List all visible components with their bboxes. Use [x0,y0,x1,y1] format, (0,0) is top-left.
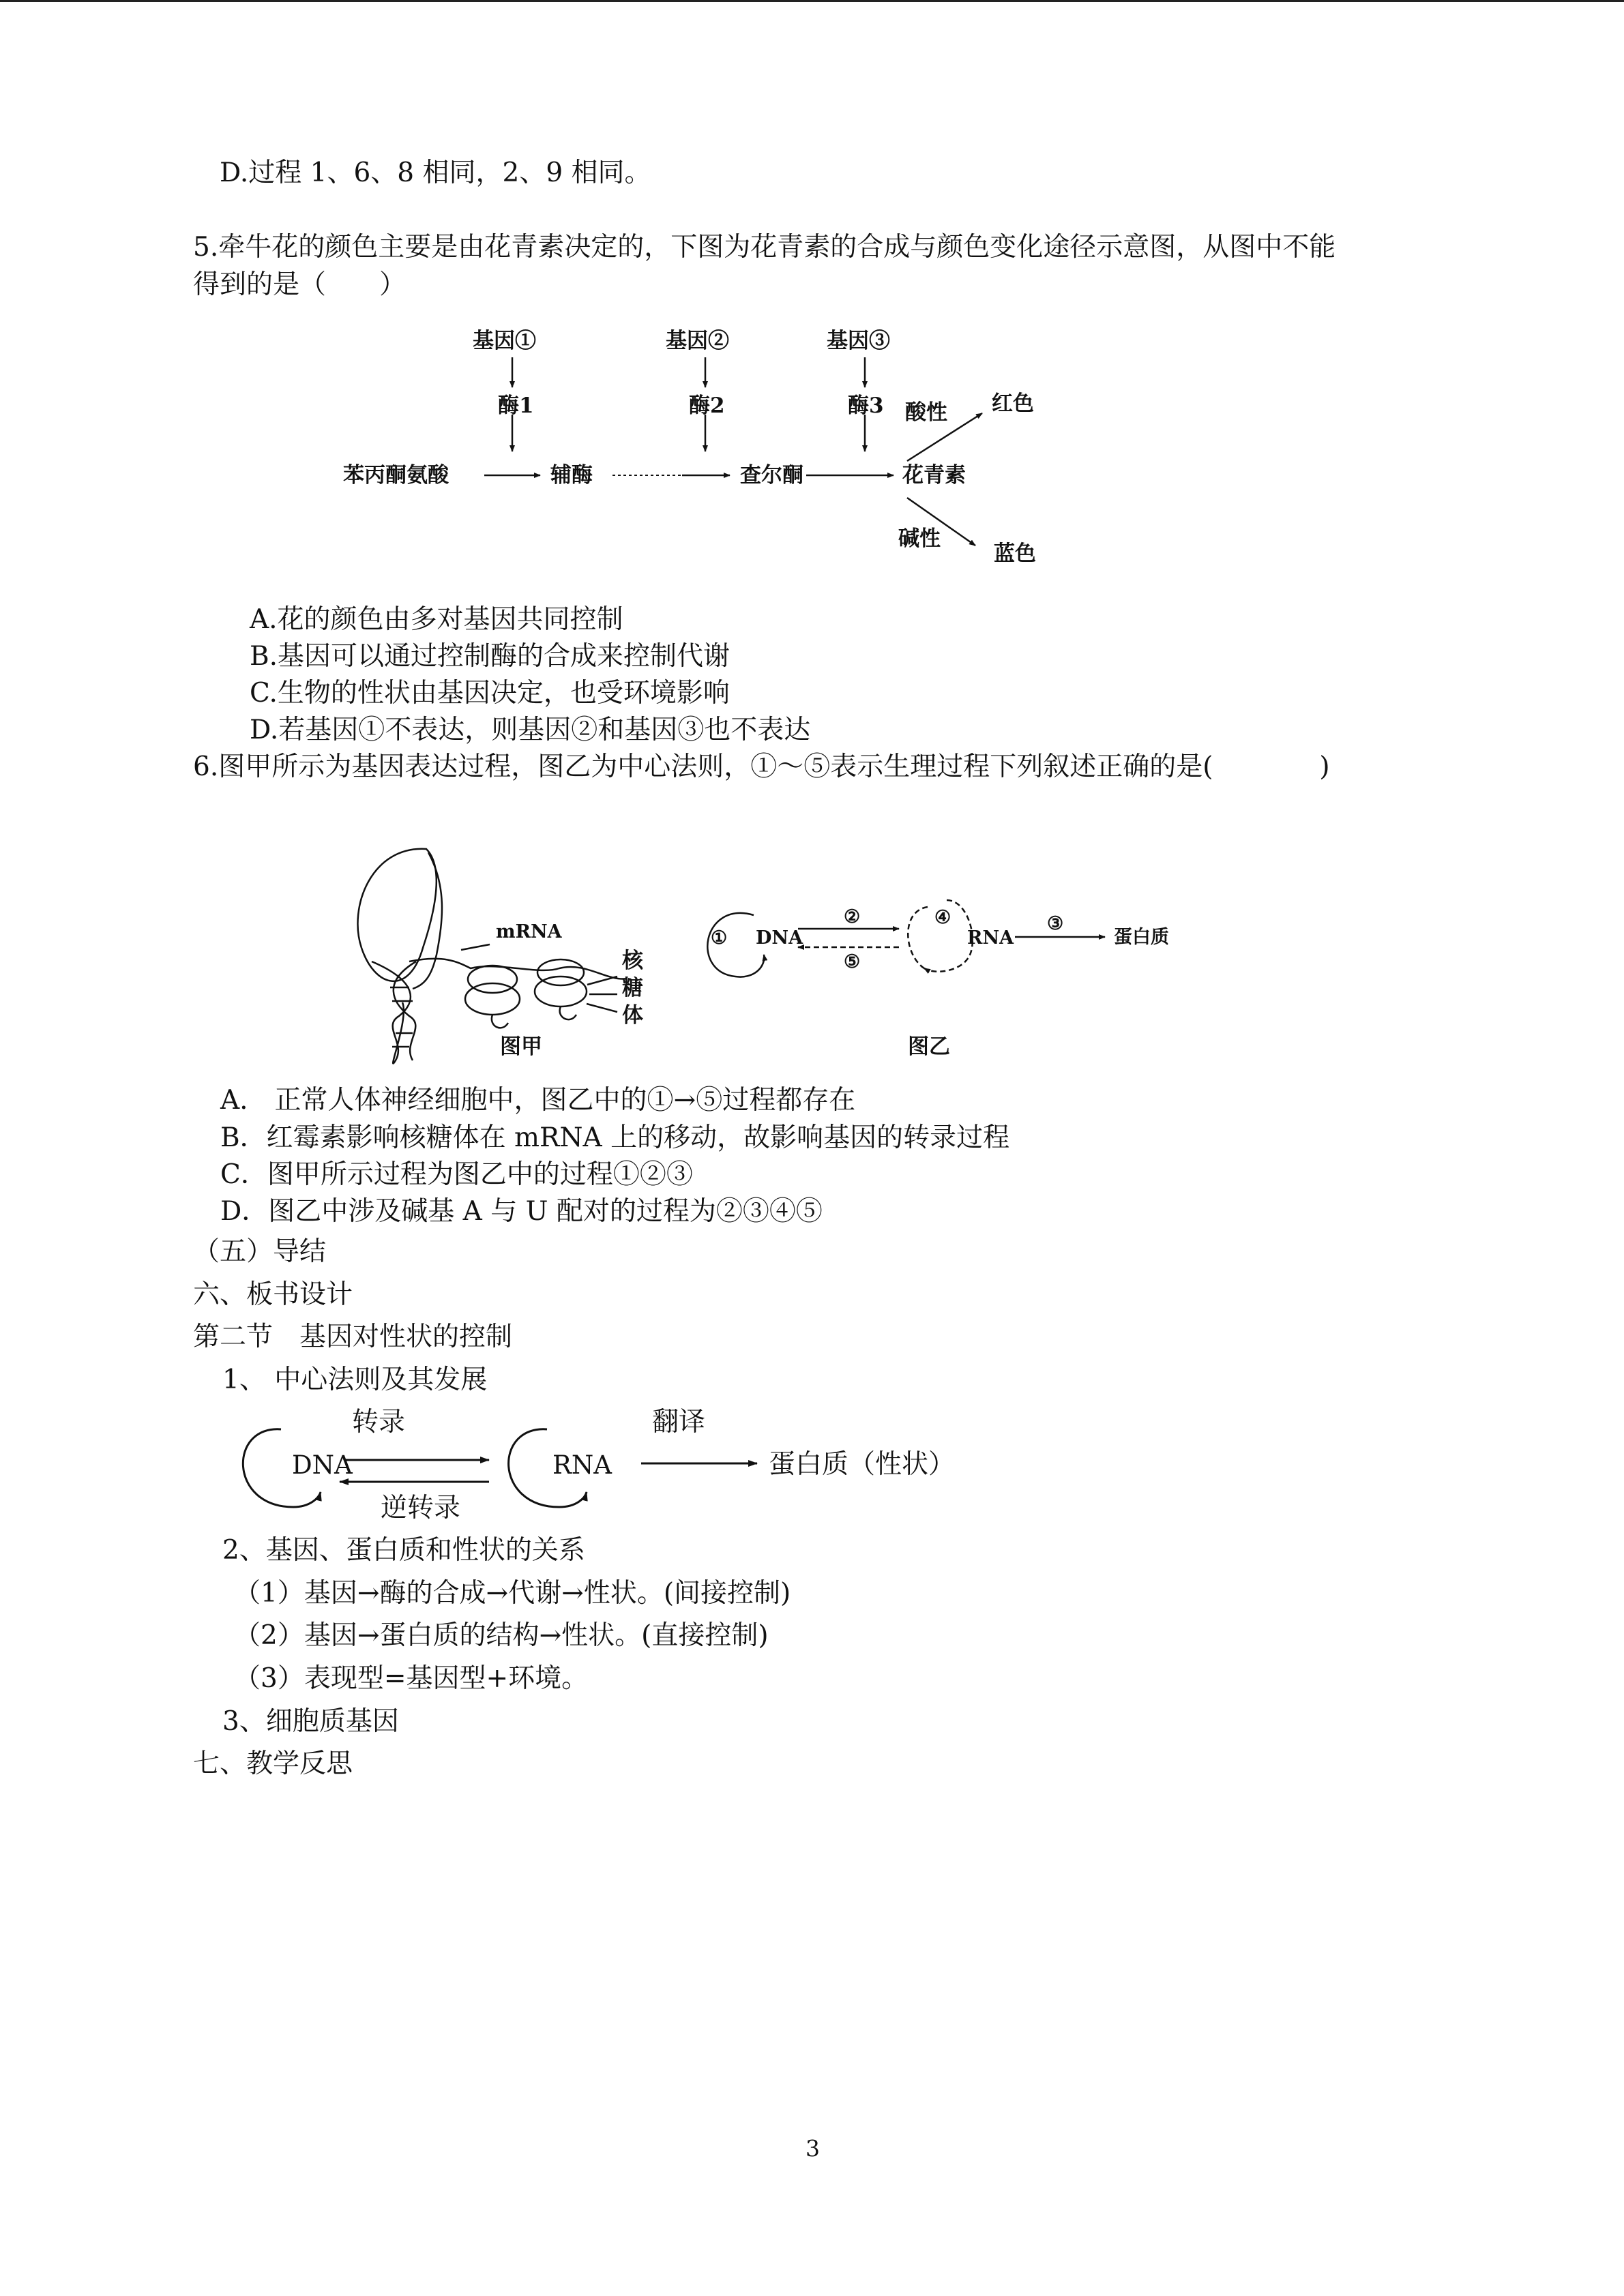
gene2-label: 基因② [666,329,729,353]
q6-option-a: A. 正常人体神经细胞中，图乙中的①→⑤过程都存在 [220,1085,856,1116]
section-6-subtitle: 第二节 基因对性状的控制 [193,1322,513,1352]
dna-label: DNA [756,927,803,949]
enzyme2-label: 酶2 [689,393,725,418]
ribosome-label-2: 糖 [622,976,643,1000]
process-3-label: ③ [1047,913,1064,934]
rna-label: RNA [967,927,1014,949]
section-6-item-3: 3、细胞质基因 [222,1706,399,1737]
q5-stem-line2: 得到的是（ ） [193,269,407,300]
board-translation-label: 翻译 [652,1407,706,1437]
board-reverse-transcription-label: 逆转录 [381,1493,461,1523]
q5-option-b: B.基因可以通过控制酶的合成来控制代谢 [250,641,730,672]
process-5-label: ⑤ [844,951,861,972]
board-dna-label: DNA [292,1450,353,1480]
q6-option-d: D．图乙中涉及碱基 A 与 U 配对的过程为②③④⑤ [220,1196,823,1227]
board-protein-trait-label: 蛋白质（性状） [769,1449,956,1480]
q4-option-d: D.过程 1、6、8 相同，2、9 相同。 [220,158,651,188]
gene3-label: 基因③ [827,329,890,353]
q6-option-c: C．图甲所示过程为图乙中的过程①②③ [220,1159,693,1190]
anthocyanin-label: 花青素 [902,463,966,488]
process-2-label: ② [844,906,861,927]
coenzyme-label: 辅酶 [550,463,593,488]
ribosome-label-1: 核 [622,949,643,973]
protein-label: 蛋白质 [1114,927,1169,948]
q5-option-d: D.若基因①不表达，则基因②和基因③也不表达 [250,715,811,745]
enzyme1-label: 酶1 [498,393,534,418]
page-number: 3 [806,2135,820,2162]
section-6-heading: 六、板书设计 [193,1279,353,1310]
q5-option-a: A.花的颜色由多对基因共同控制 [250,604,623,635]
section-7-heading: 七、教学反思 [193,1748,353,1779]
section-6-item-2: 2、基因、蛋白质和性状的关系 [222,1535,585,1566]
board-transcription-label: 转录 [352,1407,406,1437]
figure-a-caption: 图甲 [500,1034,542,1059]
red-label: 红色 [992,391,1034,416]
q5-stem-line1: 5.牵牛花的颜色主要是由花青素决定的，下图为花青素的合成与颜色变化途径示意图，从图中不能 [193,232,1336,263]
chalcone-label: 查尔酮 [740,463,803,488]
enzyme3-label: 酶3 [848,393,884,418]
mrna-label: mRNA [496,921,562,942]
process-1-label: ① [711,927,728,949]
process-4-label: ④ [934,907,951,928]
q6-stem: 6.图甲所示为基因表达过程，图乙为中心法则，①～⑤表示生理过程下列叙述正确的是( ) [193,751,1330,782]
section-6-item-2-3: （3）表现型=基因型+环境。 [234,1663,589,1694]
section-6-item-2-2: （2）基因→蛋白质的结构→性状。(直接控制) [234,1620,769,1651]
section-6-item-2-1: （1）基因→酶的合成→代谢→性状。(间接控制) [234,1578,791,1609]
ribosome-label-3: 体 [622,1003,643,1028]
q5-option-c: C.生物的性状由基因决定，也受环境影响 [250,678,730,709]
phenylalanine-label: 苯丙酮氨酸 [343,463,449,488]
gene1-label: 基因① [473,329,536,353]
q6-option-b: B．红霉素影响核糖体在 mRNA 上的移动，故影响基因的转录过程 [220,1122,1010,1153]
blue-label: 蓝色 [994,541,1036,566]
alkaline-label: 碱性 [898,526,941,551]
section-6-item-1: 1、 中心法则及其发展 [222,1365,488,1395]
section-summary-heading: （五）导结 [193,1236,327,1267]
figure-b-caption: 图乙 [908,1034,950,1059]
acidic-label: 酸性 [905,400,947,425]
board-rna-label: RNA [552,1450,612,1480]
